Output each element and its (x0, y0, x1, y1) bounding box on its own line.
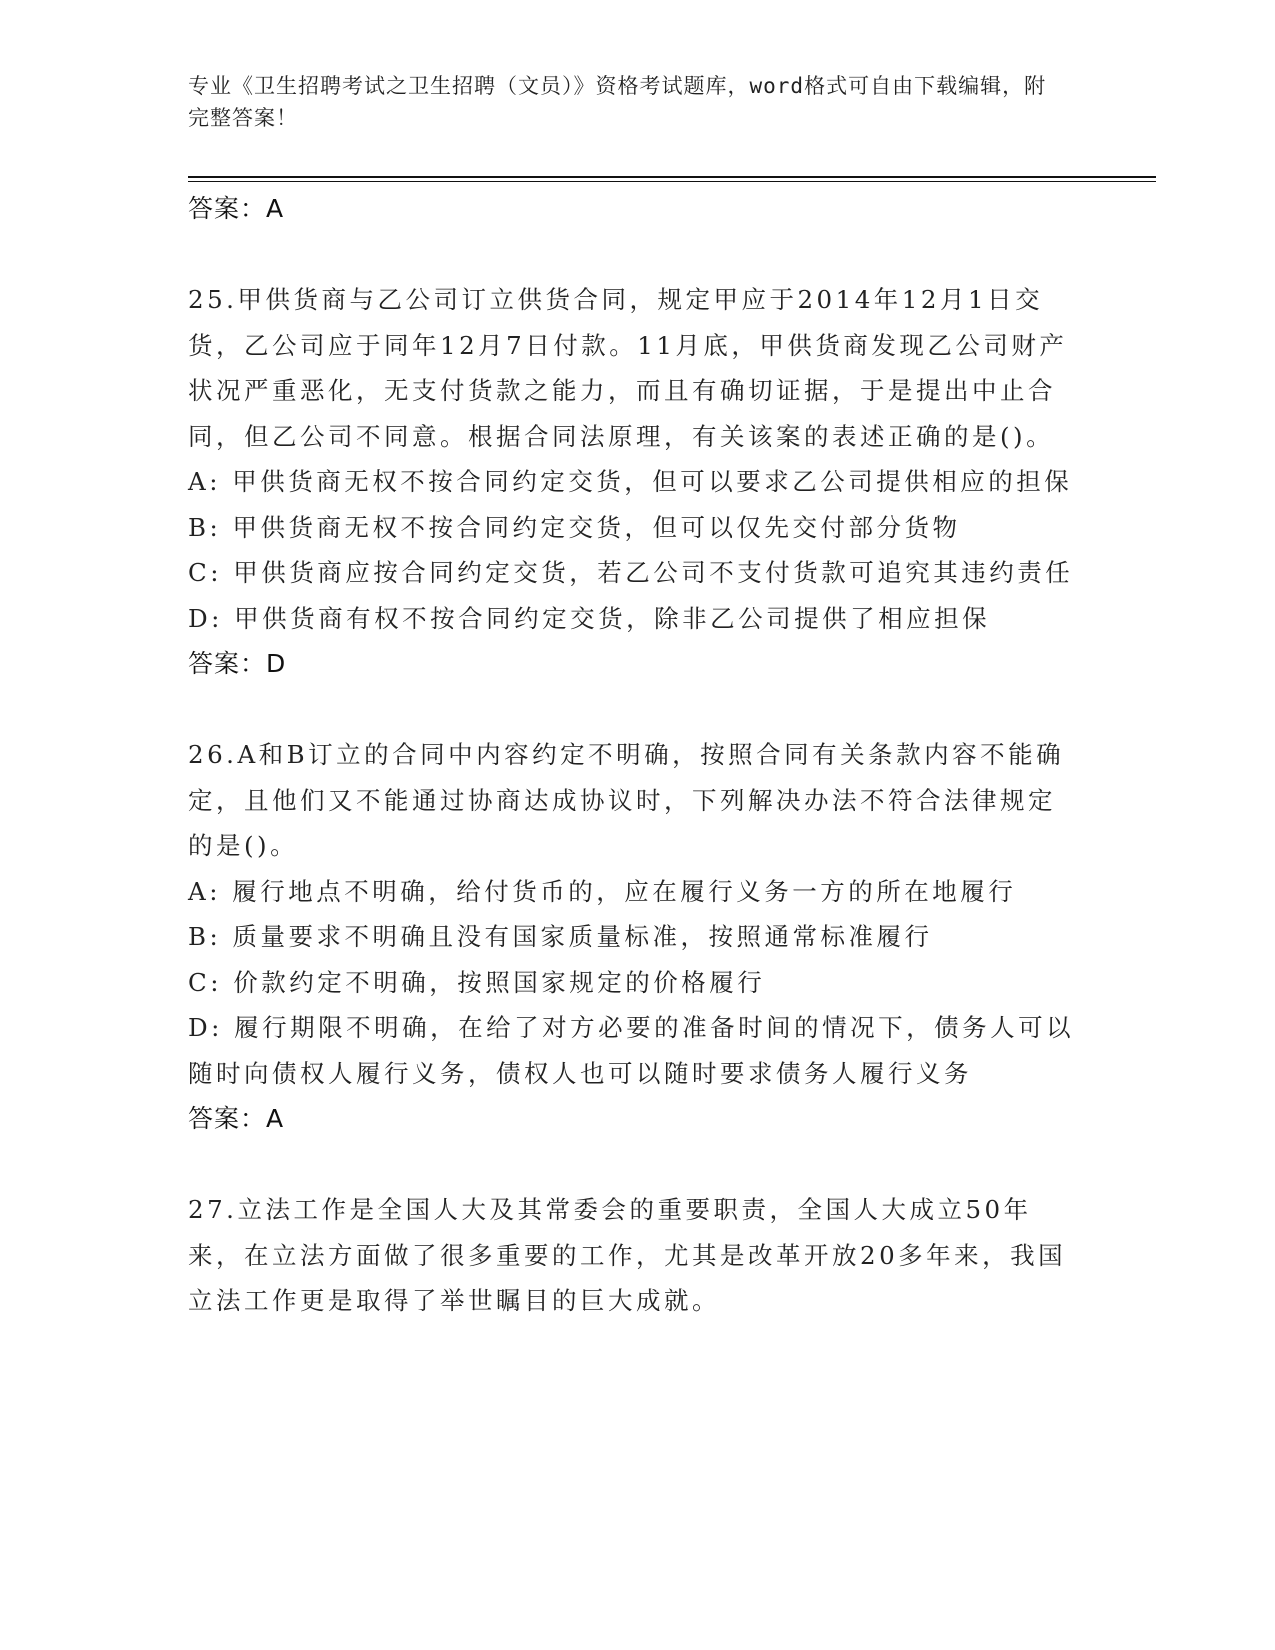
option-c: C: 价款约定不明确，按照国家规定的价格履行 (188, 967, 766, 997)
option-b: B: 质量要求不明确且没有国家质量标准，按照通常标准履行 (188, 922, 933, 951)
option-b: B: 甲供货商无权不按合同约定交货，但可以仅先交付部分货物 (188, 512, 961, 542)
question-block (188, 1187, 1078, 1324)
header-rule-thin (188, 181, 1156, 182)
option-d: D: 甲供货商有权不按合同约定交货，除非乙公司提供了相应担保 (188, 603, 991, 633)
question-block (188, 277, 1078, 687)
document-header-note: 专业《卫生招聘考试之卫生招聘（文员）》资格考试题库，word格式可自由下载编辑，附完整答案！ (188, 74, 1047, 130)
spacer (188, 687, 1078, 732)
question-block (188, 732, 1078, 1142)
spacer (188, 1142, 1078, 1187)
option-c: C: 甲供货商应按合同约定交货，若乙公司不支付货款可追究其违约责任 (188, 558, 1074, 587)
question-stem: 25.甲供货商与乙公司订立供货合同，规定甲应于2014年12月1日交货，乙公司应于同年12月7日付款。11月底，甲供货商发现乙公司财产状况严重恶化，无支付货款之能力，而且有确切证据，于是提出中止合同，但乙公司不同意。根据合同法原理，有关该案的表述正确的是()。 (188, 285, 1068, 451)
question-stem: 27.立法工作是全国人大及其常委会的重要职责，全国人大成立50年来，在立法方面做了很多重要的工作，尤其是改革开放20多年来，我国立法工作更是取得了举世瞩目的巨大成就。 (188, 1195, 1067, 1315)
answer-line: 答案：A (188, 194, 285, 223)
answer-line: 答案：D (188, 649, 287, 678)
question-stem: 26.A和B订立的合同中内容约定不明确，按照合同有关条款内容不能确定，且他们又不能通过协商达成协议时，下列解决办法不符合法律规定的是()。 (188, 740, 1065, 860)
answer-line: 答案：A (188, 1104, 285, 1133)
option-a: A: 甲供货商无权不按合同约定交货，但可以要求乙公司提供相应的担保 (188, 467, 1073, 496)
document-body (188, 186, 1078, 1324)
header-rule-thick (188, 176, 1156, 178)
option-d: D: 履行期限不明确，在给了对方必要的准备时间的情况下，债务人可以随时向债权人履行义务，债权人也可以随时要求债务人履行义务 (188, 1013, 1075, 1088)
spacer (188, 232, 1078, 277)
option-a: A: 履行地点不明确，给付货币的，应在履行义务一方的所在地履行 (188, 876, 1017, 906)
